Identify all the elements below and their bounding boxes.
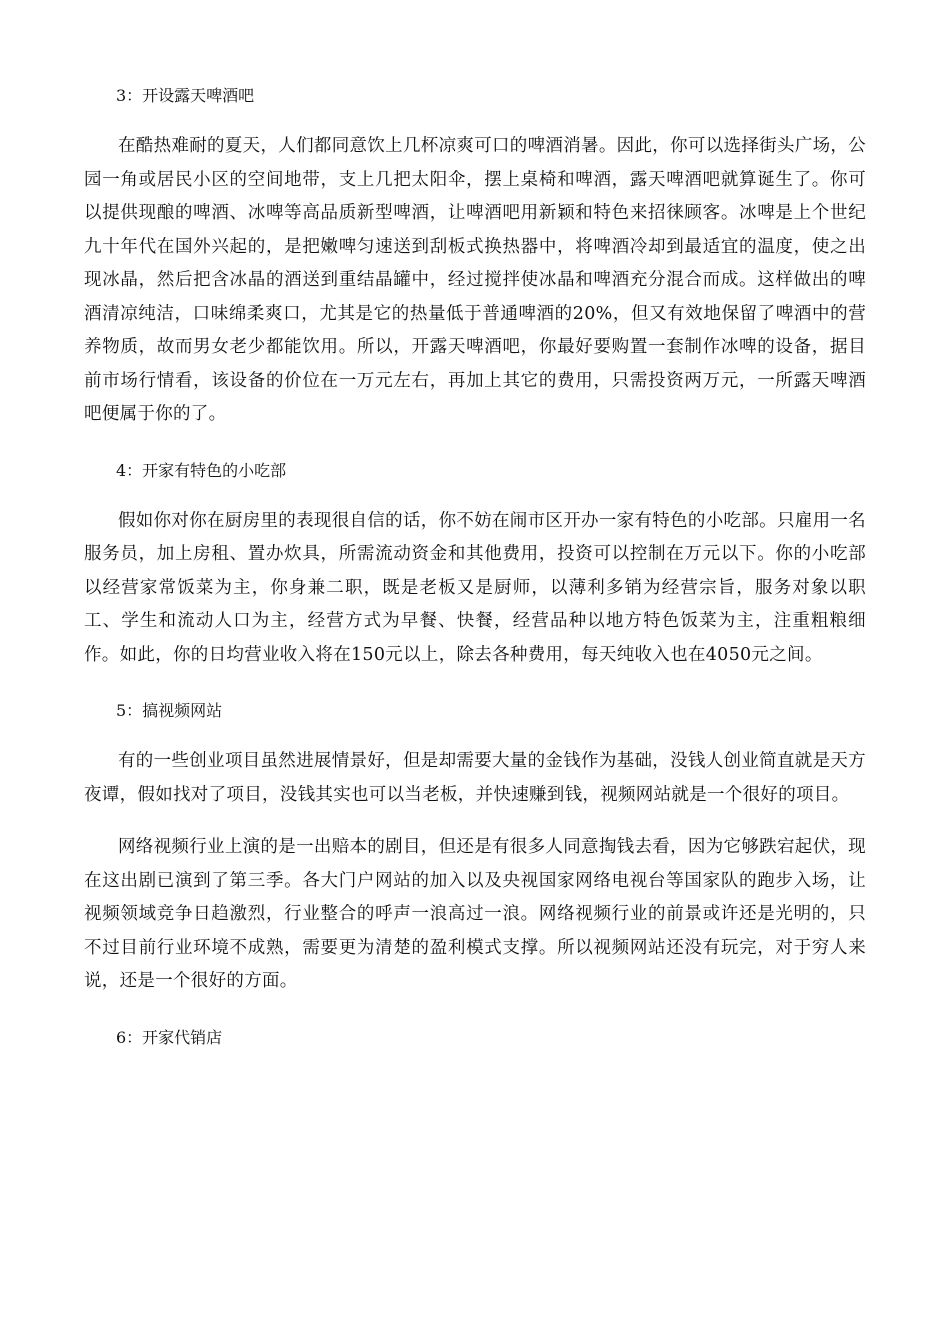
section-heading-4: 4：开家有特色的小吃部: [116, 460, 287, 480]
document-page: [84, 76, 866, 1072]
section-paragraph-5-1: 有的一些创业项目虽然进展情景好，但是却需要大量的金钱作为基础，没钱人创业简直就是天方夜谭，假如找对了项目，没钱其实也可以当老板，并快速赚到钱，视频网站就是一个很好的项目。: [84, 751, 866, 805]
section-heading-6: 6：开家代销店: [116, 1027, 223, 1047]
section-paragraph-3-1: 在酷热难耐的夏天，人们都同意饮上几杯凉爽可口的啤酒消暑。因此，你可以选择街头广场，公园一角或居民小区的空间地带，支上几把太阳伞，摆上桌椅和啤酒，露天啤酒吧就算诞生了。你可以提供现酿的啤酒、冰啤等高品质新型啤酒，让啤酒吧用新颖和特色来招徕顾客。冰啤是上个世纪九十年代在国外兴起的，是把嫩啤匀速送到刮板式换热器中，将啤酒冷却到最适宜的温度，使之出现冰晶，然后把含冰晶的酒送到重结晶罐中，经过搅拌使冰晶和啤酒充分混合而成。这样做出的啤酒清凉纯洁，口味绵柔爽口，尤其是它的热量低于普通啤酒的20%，但又有效地保留了啤酒中的营养物质，故而男女老少都能饮用。所以，开露天啤酒吧，你最好要购置一套制作冰啤的设备，据目前市场行情看，该设备的价位在一万元左右，再加上其它的费用，只需投资两万元，一所露天啤酒吧便属于你的了。: [84, 136, 866, 424]
section-paragraph-4-1: 假如你对你在厨房里的表现很自信的话，你不妨在闹市区开办一家有特色的小吃部。只雇用一名服务员，加上房租、置办炊具，所需流动资金和其他费用，投资可以控制在万元以下。你的小吃部以经营家常饭菜为主，你身兼二职，既是老板又是厨师，以薄利多销为经营宗旨，服务对象以职工、学生和流动人口为主，经营方式为早餐、快餐，经营品种以地方特色饭菜为主，注重粗粮细作。如此，你的日均营业收入将在150元以上，除去各种费用，每天纯收入也在4050元之间。: [84, 510, 866, 665]
section-heading-3: 3：开设露天啤酒吧: [116, 86, 255, 105]
section-paragraph-5-2: 网络视频行业上演的是一出赔本的剧目，但还是有很多人同意掏钱去看，因为它够跌宕起伏，现在这出剧已演到了第三季。各大门户网站的加入以及央视国家网络电视台等国家队的跑步入场，让视频领域竞争日趋激烈，行业整合的呼声一浪高过一浪。网络视频行业的前景或许还是光明的，只不过目前行业环境不成熟，需要更为清楚的盈利模式支撑。所以视频网站还没有玩完，对于穷人来说，还是一个很好的方面。: [84, 837, 866, 991]
section-heading-5: 5：搞视频网站: [116, 701, 223, 720]
